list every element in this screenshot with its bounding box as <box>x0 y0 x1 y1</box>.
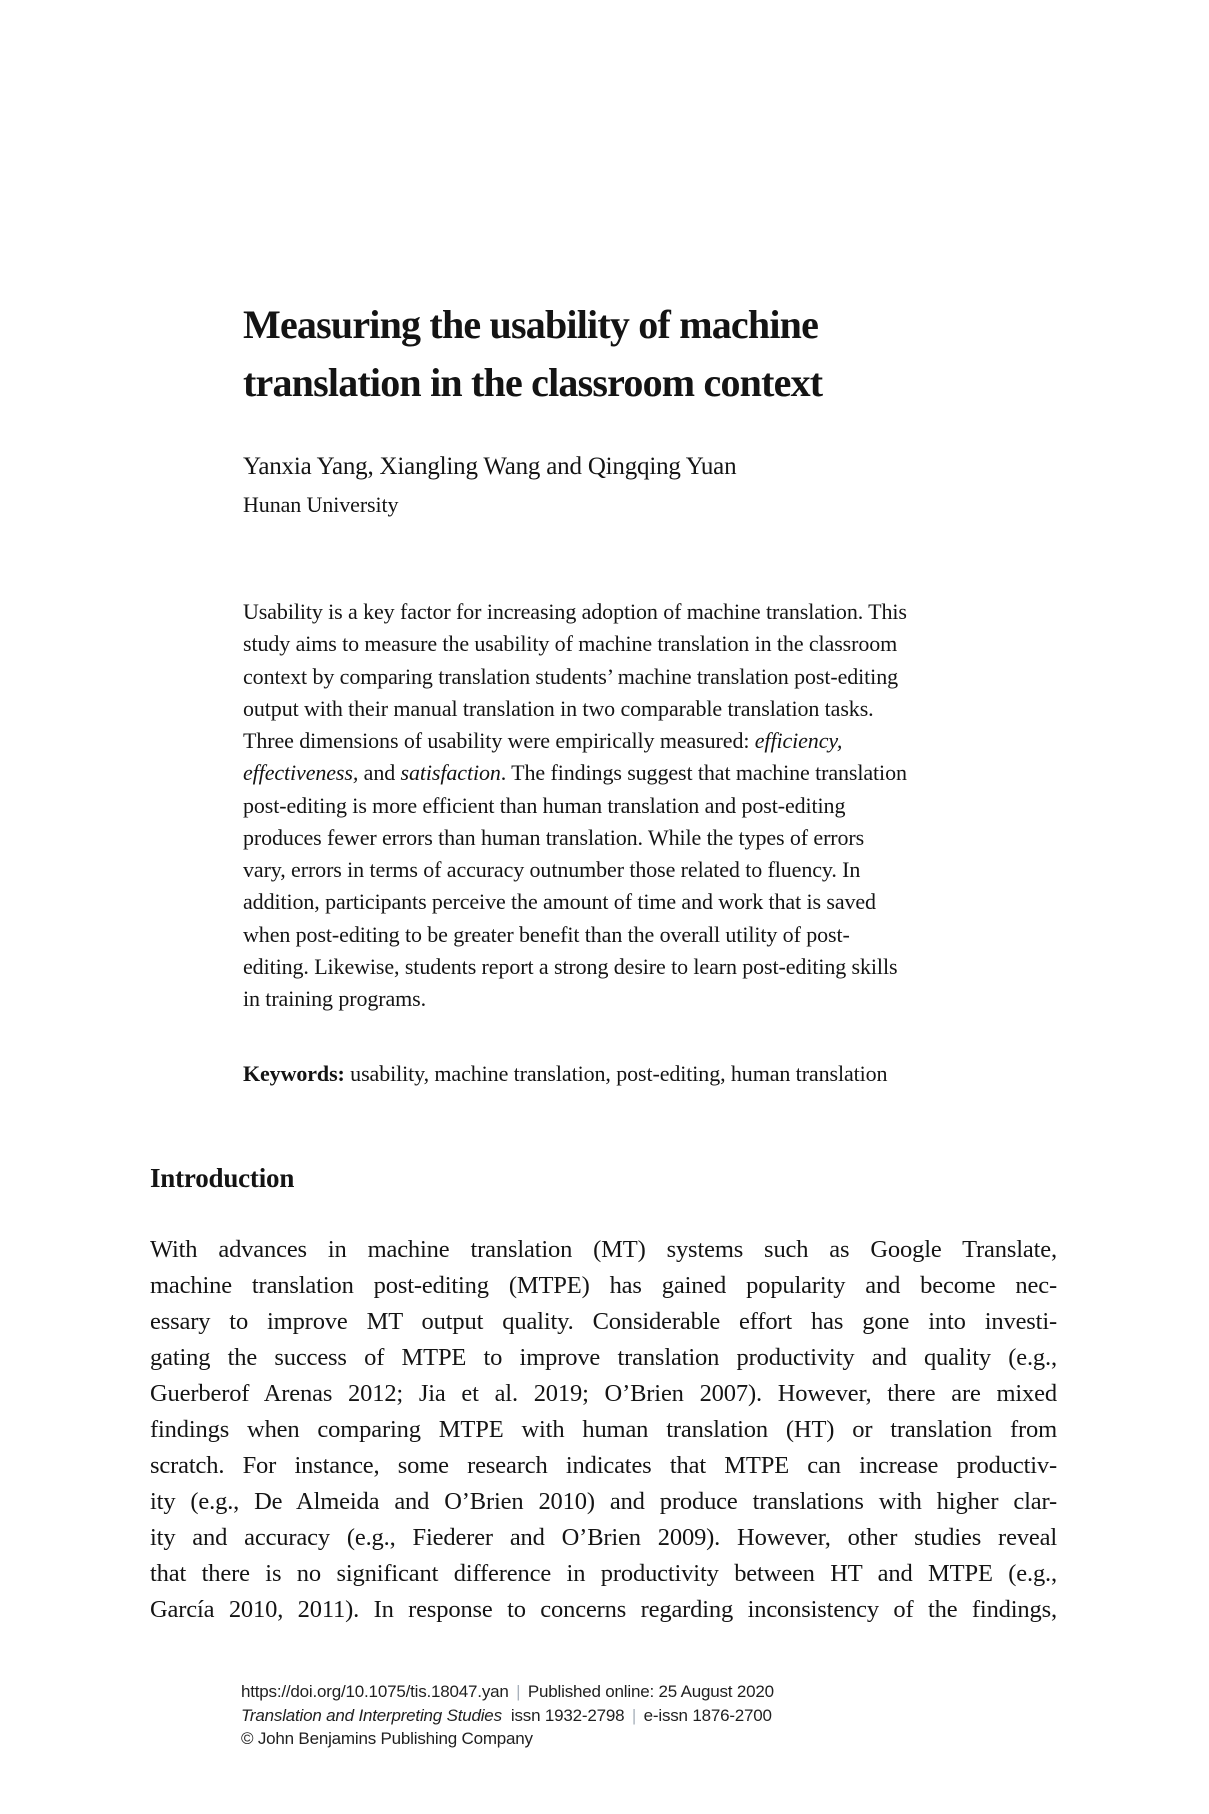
publication-footer: https://doi.org/10.1075/tis.18047.yan | Published online: 25 August 2020 Translation and Interpreting Studies issn 1932-2798 | e-issn 1876-2700 © John Benjamins Publishing Company <box>241 1682 774 1748</box>
paper-keywords: Keywords: usability, machine translation, post-editing, human translation <box>243 1061 888 1086</box>
section-heading-introduction: Introduction <box>150 1163 295 1193</box>
paper-title: Measuring the usability of machine translation in the classroom context <box>243 302 823 405</box>
paper-abstract: Usability is a key factor for increasing adoption of machine translation. This study aims to measure the usability of machine translation in the classroom context by comparing translation students’ machine translation post-editing output with their manual translation in two comparable translation tasks. Three dimensions of usability were empirically measured: efficiency, effectiveness, and satisfaction. The findings suggest that machine translation post-editing is more efficient than human translation and post-editing produces fewer errors than human translation. While the types of errors vary, errors in terms of accuracy outnumber those related to fluency. In addition, participants perceive the amount of time and work that is saved when post-editing to be greater benefit than the overall utility of post- editing. Likewise, students report a strong desire to learn post-editing skills in training programs. <box>243 599 907 1011</box>
paper-affiliation: Hunan University <box>243 492 399 517</box>
introduction-paragraph: With advances in machine translation (MT) systems such as Google Translate, machine translation post-editing (MTPE) has gained popularity and become nec- essary to improve MT output quality. Considerable effort has gone into investi- gating the success of MTPE to improve translation productivity and quality (e.g., Guerberof Arenas 2012; Jia et al. 2019; O’Brien 2007). However, there are mixed findings when comparing MTPE with human translation (HT) or translation from scratch. For instance, some research indicates that MTPE can increase productiv- ity (e.g., De Almeida and O’Brien 2010) and produce translations with higher clar- ity and accuracy (e.g., Fiederer and O’Brien 2009). However, other studies reveal that there is no significant difference in productivity between HT and MTPE (e.g., García 2010, 2011). In response to concerns regarding inconsistency of the findings, <box>150 1236 1057 1623</box>
paper-authors: Yanxia Yang, Xiangling Wang and Qingqing Yuan <box>243 453 737 480</box>
